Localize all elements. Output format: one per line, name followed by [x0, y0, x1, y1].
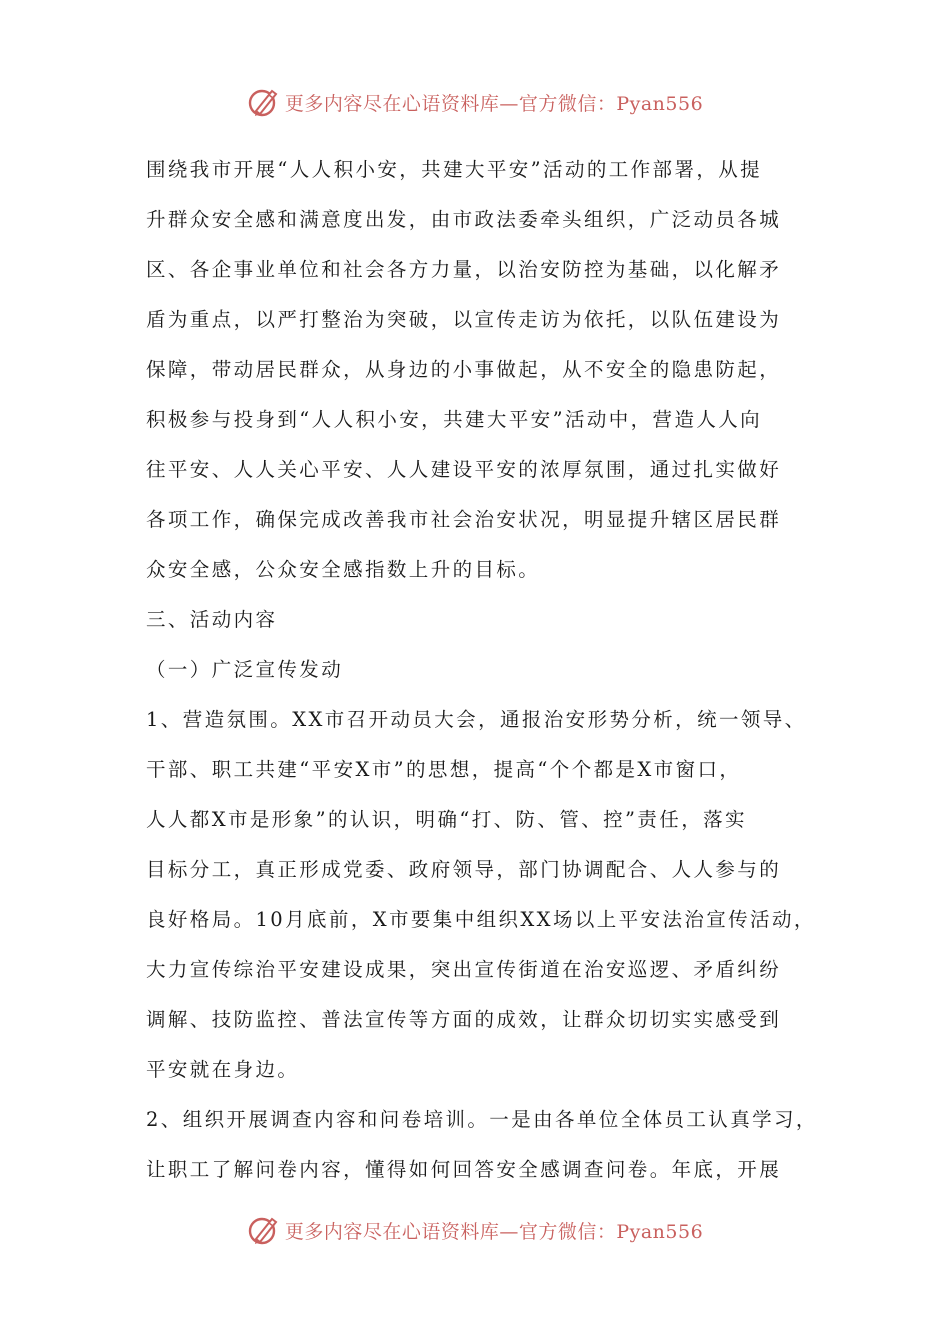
text-line: 区、各企事业单位和社会各方力量，以治安防控为基础，以化解矛: [146, 258, 782, 281]
header-banner: [0, 82, 950, 122]
footer-banner-text: 更多内容尽在心语资料库—官方微信：Pyan556: [284, 1220, 704, 1243]
header-banner-text: 更多内容尽在心语资料库—官方微信：Pyan556: [284, 92, 704, 115]
text-line: 平安就在身边。: [146, 1058, 300, 1081]
text-line: 人人都X市是形象”的认识，明确“打、防、管、控”责任，落实: [146, 808, 747, 831]
text-line: 往平安、人人关心平安、人人建设平安的浓厚氛围，通过扎实做好: [146, 458, 782, 481]
subsection-heading: （一）广泛宣传发动: [146, 658, 344, 681]
text-line: 1、营造氛围。XX市召开动员大会，通报治安形势分析，统一领导、: [146, 708, 807, 731]
footer-banner: [0, 1210, 950, 1250]
pen-circle-logo-icon: [247, 85, 281, 119]
text-line: 各项工作，确保完成改善我市社会治安状况，明显提升辖区居民群: [146, 508, 782, 531]
text-line: 干部、职工共建“平安X市”的思想，提高“个个都是X市窗口，: [146, 758, 742, 781]
text-line: 调解、技防监控、普法宣传等方面的成效，让群众切切实实感受到: [146, 1008, 782, 1031]
text-line: 2、组织开展调查内容和问卷培训。一是由各单位全体员工认真学习，: [146, 1108, 818, 1131]
document-body: [146, 145, 826, 1195]
text-line: 围绕我市开展“人人积小安，共建大平安”活动的工作部署，从提: [146, 158, 763, 181]
pen-circle-logo-icon: [247, 1213, 281, 1247]
section-heading: 三、活动内容: [146, 608, 278, 631]
text-line: 良好格局。10月底前，X市要集中组织XX场以上平安法治宣传活动，: [146, 908, 816, 931]
text-line: 盾为重点，以严打整治为突破，以宣传走访为依托，以队伍建设为: [146, 308, 782, 331]
text-line: 保障，带动居民群众，从身边的小事做起，从不安全的隐患防起，: [146, 358, 782, 381]
text-line: 众安全感，公众安全感指数上升的目标。: [146, 558, 541, 581]
text-line: 让职工了解问卷内容，懂得如何回答安全感调查问卷。年底，开展: [146, 1158, 782, 1181]
text-line: 目标分工，真正形成党委、政府领导，部门协调配合、人人参与的: [146, 858, 782, 881]
text-line: 积极参与投身到“人人积小安，共建大平安”活动中，营造人人向: [146, 408, 763, 431]
text-line: 升群众安全感和满意度出发，由市政法委牵头组织，广泛动员各城: [146, 208, 782, 231]
text-line: 大力宣传综治平安建设成果，突出宣传街道在治安巡逻、矛盾纠纷: [146, 958, 782, 981]
